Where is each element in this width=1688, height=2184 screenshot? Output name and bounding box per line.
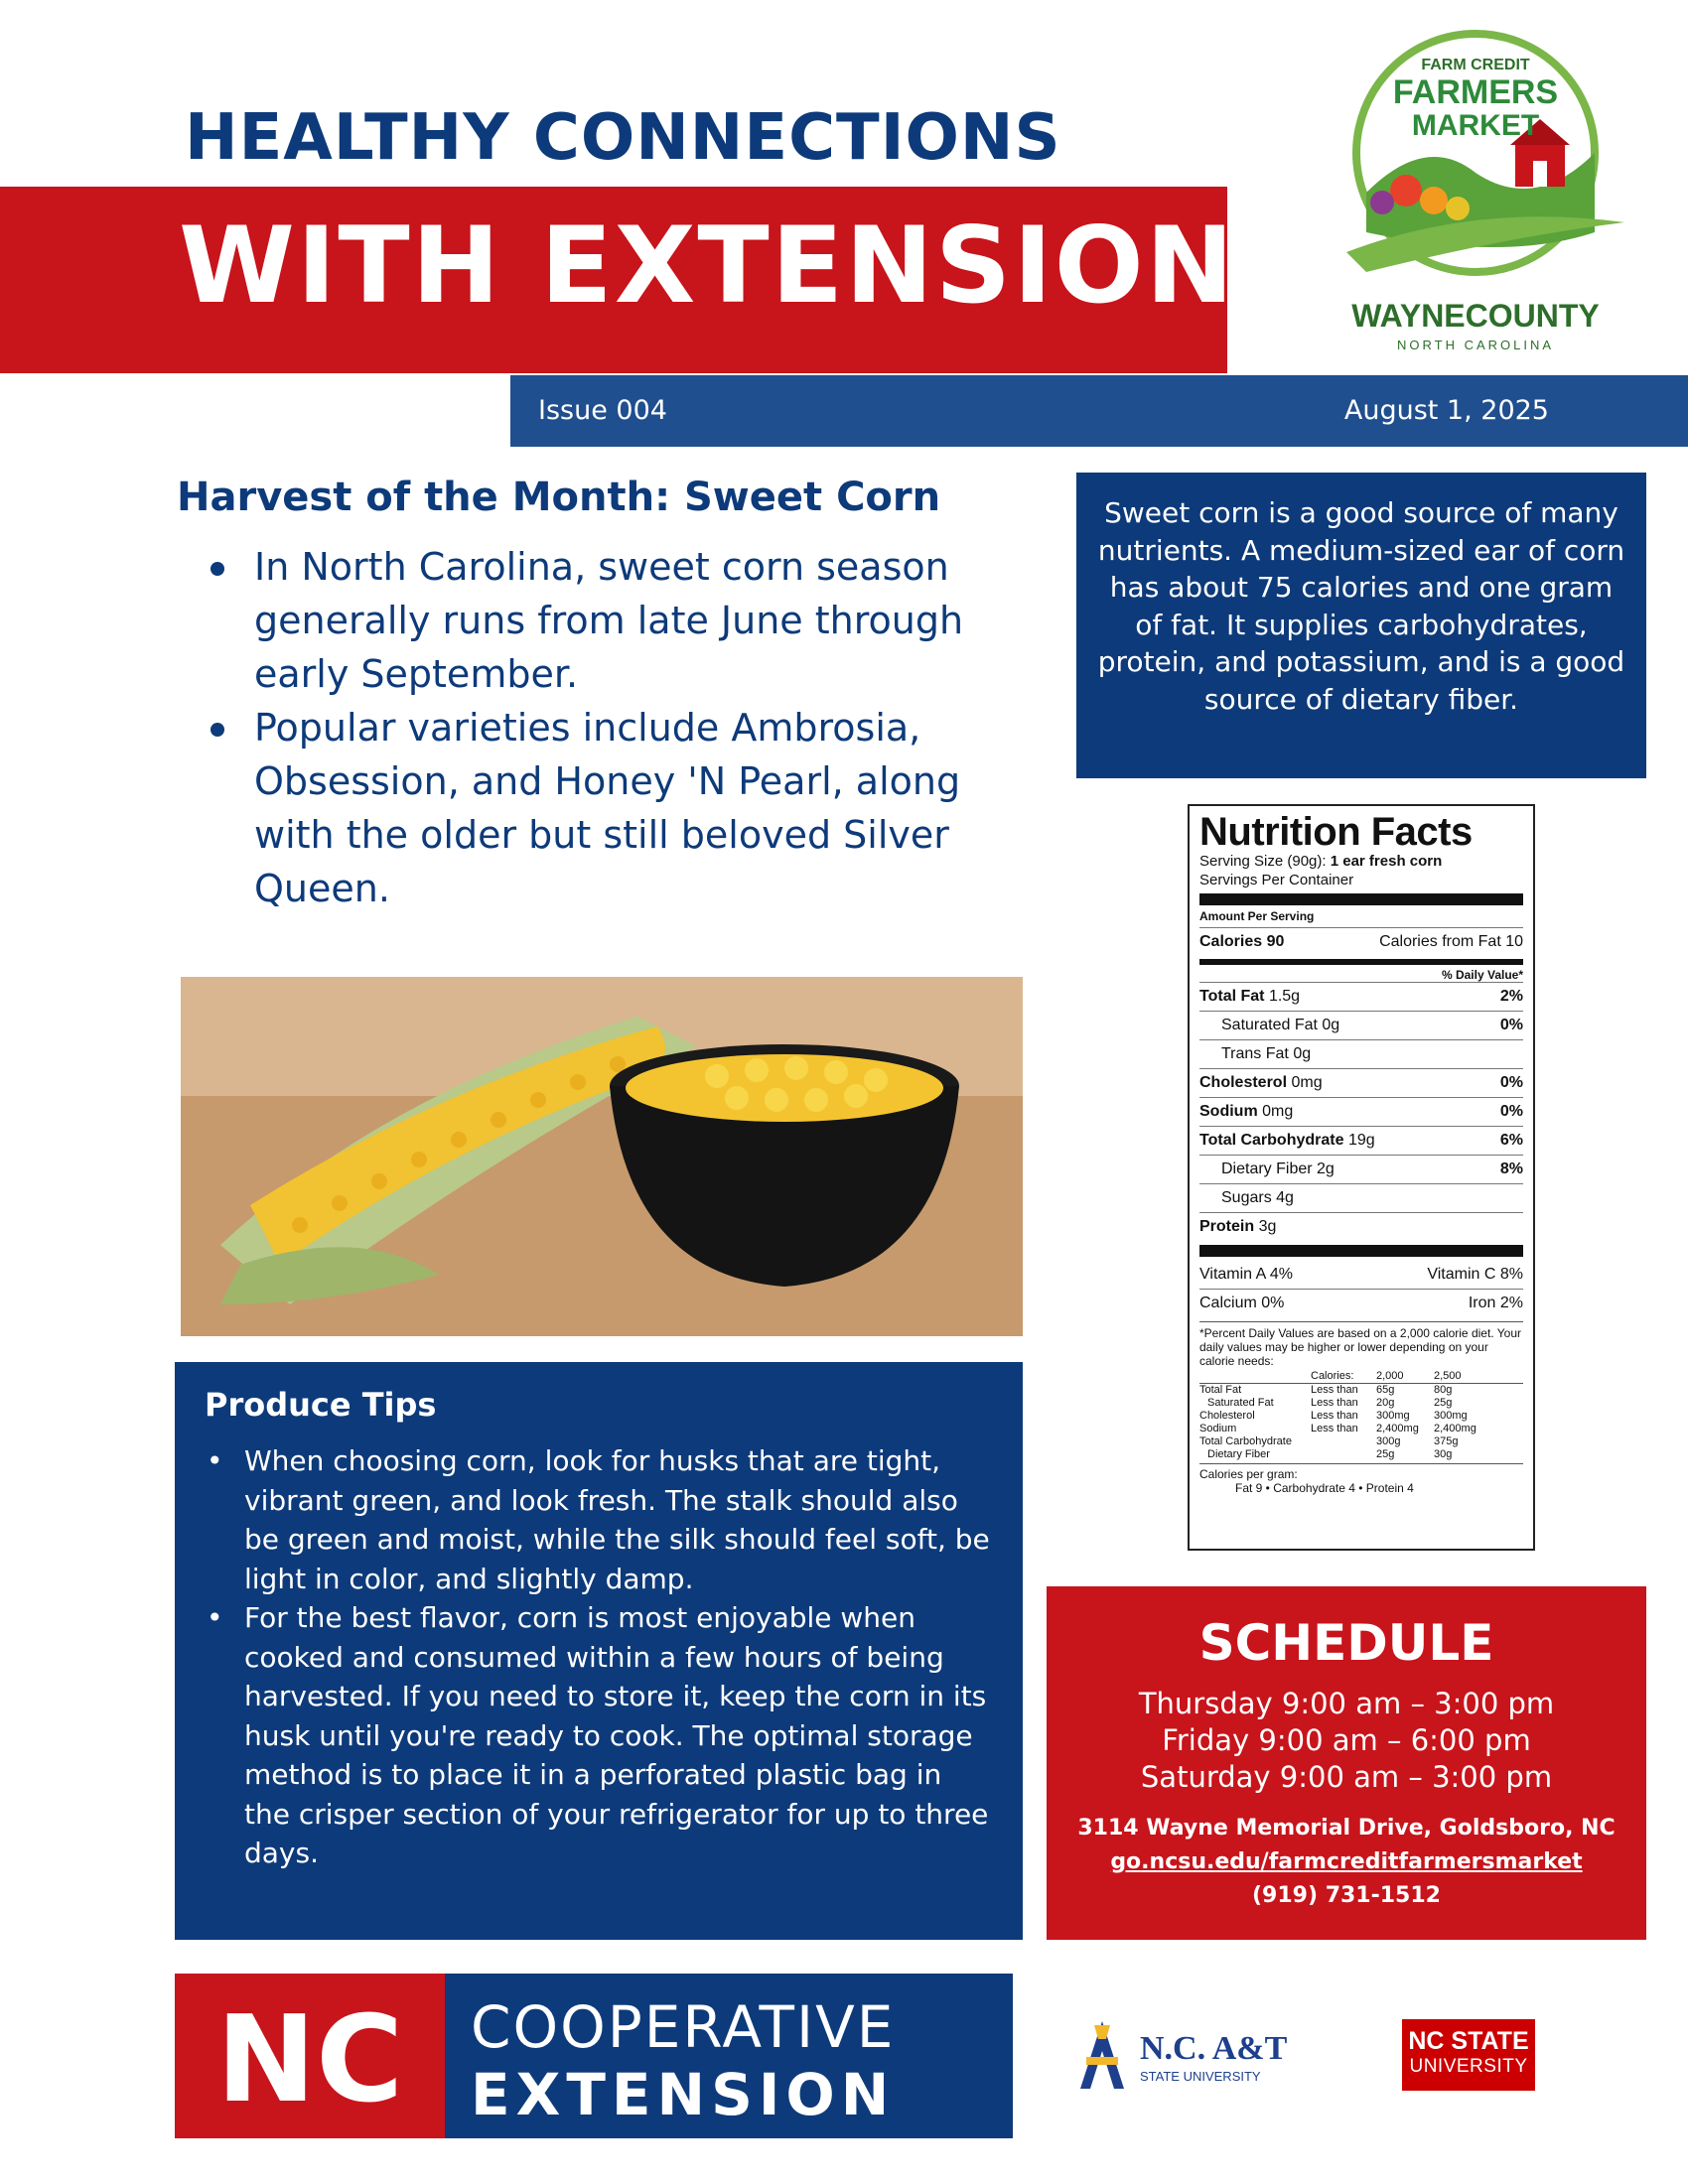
nf-row <box>1199 1155 1523 1183</box>
nf-row-amount: 2g <box>1317 1160 1335 1177</box>
nf-grid-cell: 300mg <box>1376 1410 1410 1422</box>
produce-tip: • For the best flavor, corn is most enjoyable when cooked and consumed within a few hours of being harvested. If you need to store it, keep the corn in its husk until you're ready to cook. The optimal storage method is to place it in a perforated plastic bag in the crisper section of your refrigerator for up to three days. <box>205 1598 993 1873</box>
market-phone: (919) 731-1512 <box>1252 1883 1441 1908</box>
nf-row-label: Saturated Fat <box>1221 1017 1318 1033</box>
nc-state-logo <box>1402 2019 1535 2091</box>
issue-bar <box>510 375 1688 447</box>
nf-calories: Calories 90 <box>1199 933 1285 950</box>
sweet-corn-photo <box>181 977 1023 1336</box>
nf-per-gram-values: Fat 9 • Carbohydrate 4 • Protein 4 <box>1235 1481 1414 1495</box>
harvest-bullet: In North Carolina, sweet corn season generally runs from late June through early September. <box>205 540 1019 701</box>
nf-row-dv: 6% <box>1499 1132 1523 1149</box>
nf-grid-cell: 30g <box>1434 1448 1453 1460</box>
nf-divider <box>1199 1245 1523 1257</box>
harvest-bullet: Popular varieties include Ambrosia, Obsession, and Honey 'N Pearl, along with the older but still beloved Silver Queen. <box>205 701 1019 915</box>
extension-word: EXTENSION <box>471 2061 896 2128</box>
nf-row-label: Protein <box>1199 1218 1255 1235</box>
nf-grid-cell: Calories: <box>1311 1370 1354 1382</box>
nc-letters: NC <box>215 1991 404 2129</box>
schedule-title: SCHEDULE <box>1198 1614 1494 1672</box>
nf-dv-header: % Daily Value* <box>1441 968 1523 982</box>
newsletter-title-line2: WITH EXTENSION <box>179 205 1236 327</box>
nf-minerals-row <box>1199 1289 1523 1317</box>
nf-row-label: Trans Fat <box>1221 1045 1289 1062</box>
nf-grid-cell: Total Carbohydrate <box>1199 1435 1292 1447</box>
nf-row-dv: 2% <box>1499 988 1523 1005</box>
nf-grid-cell: 80g <box>1434 1384 1453 1396</box>
nf-row <box>1199 982 1523 1011</box>
nf-vitamins-row <box>1199 1261 1523 1289</box>
nf-grid-cell <box>1311 1448 1376 1461</box>
nf-grid-cell: 2,500 <box>1434 1370 1462 1382</box>
nf-divider <box>1199 1321 1523 1322</box>
nf-servings: Servings Per Container <box>1199 872 1354 888</box>
nf-vitamin-c: Vitamin C 8% <box>1427 1266 1523 1283</box>
nf-grid-cell: Dietary Fiber <box>1207 1448 1270 1460</box>
nf-dv-table <box>1199 1384 1523 1461</box>
produce-tips-title: Produce Tips <box>205 1386 437 1424</box>
produce-tips-list <box>205 1441 993 1873</box>
farmers-market-logo <box>1307 24 1644 361</box>
nf-grid-cell: 2,000 <box>1376 1370 1404 1382</box>
nf-footnote: *Percent Daily Values are based on a 2,000 calorie diet. Your daily values may be higher or lower depending on your calorie needs: <box>1199 1326 1521 1368</box>
ncstate-line1: NC STATE <box>1408 2027 1529 2055</box>
issue-number: Issue 004 <box>538 395 667 426</box>
nf-serving-size <box>1199 852 1523 871</box>
ncstate-line2: UNIVERSITY <box>1409 2056 1528 2077</box>
nf-title: Nutrition Facts <box>1199 810 1473 854</box>
schedule-hours-row: Thursday 9:00 am – 3:00 pm <box>1138 1687 1555 1720</box>
nf-row-dv: 0% <box>1499 1017 1523 1033</box>
nf-calorie-header <box>1199 1370 1523 1383</box>
nf-row-dv: 0% <box>1499 1074 1523 1091</box>
nf-grid-cell: 65g <box>1376 1384 1395 1396</box>
nf-row-amount: 4g <box>1276 1189 1294 1206</box>
nf-row-label: Sugars <box>1221 1189 1272 1206</box>
schedule-hours-row: Friday 9:00 am – 6:00 pm <box>1162 1723 1531 1757</box>
logo-state: NORTH CAROLINA <box>1396 338 1555 352</box>
nf-row <box>1199 1039 1523 1068</box>
nf-vitamin-a: Vitamin A 4% <box>1199 1266 1293 1283</box>
nf-row <box>1199 1126 1523 1155</box>
nf-calories-fat: Calories from Fat 10 <box>1379 933 1523 950</box>
nf-row-amount: 0mg <box>1262 1103 1294 1120</box>
nf-grid-cell: 25g <box>1376 1448 1395 1460</box>
nf-row-label: Total Fat <box>1199 988 1265 1005</box>
market-address: 3114 Wayne Memorial Drive, Goldsboro, NC <box>1077 1816 1616 1841</box>
nf-iron: Iron 2% <box>1468 1295 1523 1311</box>
coop-word: COOPERATIVE <box>471 1993 896 2061</box>
logo-county: WAYNECOUNTY <box>1351 298 1600 334</box>
nf-row <box>1199 1011 1523 1039</box>
nf-serving-label: Serving Size (90g): <box>1199 853 1327 870</box>
nf-row-label: Dietary Fiber <box>1221 1160 1313 1177</box>
schedule-hours <box>1047 1686 1646 1796</box>
nf-grid-cell: Less than <box>1311 1423 1358 1434</box>
nc-cooperative-extension-logo <box>175 1974 1013 2138</box>
harvest-list <box>205 540 1019 915</box>
nf-grid-cell: Cholesterol <box>1199 1410 1255 1422</box>
nf-row-dv: 0% <box>1499 1103 1523 1120</box>
nf-grid-cell: 20g <box>1376 1397 1395 1409</box>
nf-row-amount: 3g <box>1258 1218 1277 1235</box>
nf-row-amount: 0g <box>1293 1045 1312 1062</box>
schedule-hours-row: Saturday 9:00 am – 3:00 pm <box>1140 1760 1553 1794</box>
nf-row-dv: 8% <box>1499 1160 1523 1177</box>
nutrient-summary-box: Sweet corn is a good source of many nutrients. A medium-sized ear of corn has about 75 calories and one gram of fat. It supplies carbohydrates, protein, and potassium, and is a good source of dietary fiber. <box>1076 473 1646 778</box>
nf-divider <box>1199 1463 1523 1464</box>
nf-grid-cell: Less than <box>1311 1384 1358 1396</box>
logo-name-1: FARMERS <box>1392 73 1559 111</box>
nf-calcium: Calcium 0% <box>1199 1295 1285 1311</box>
nf-row <box>1199 1097 1523 1126</box>
harvest-title: Harvest of the Month: Sweet Corn <box>177 475 941 520</box>
nf-grid-cell: 300g <box>1376 1435 1401 1447</box>
nf-grid-cell: Saturated Fat <box>1207 1397 1274 1409</box>
corn-illustration <box>181 977 1023 1336</box>
schedule-contact <box>1047 1812 1646 1913</box>
nf-grid-cell <box>1311 1435 1376 1448</box>
nf-grid-cell: Less than <box>1311 1410 1358 1422</box>
logo-farm-credit: FARM CREDIT <box>1421 57 1530 73</box>
nf-row-amount: 0g <box>1322 1017 1340 1033</box>
schedule-box <box>1047 1586 1646 1940</box>
nf-grid-cell: 25g <box>1434 1397 1453 1409</box>
nf-grid-cell: Total Fat <box>1199 1384 1242 1396</box>
nf-grid-cell: 2,400mg <box>1376 1423 1419 1434</box>
nc-at-logo <box>1072 2015 1301 2097</box>
nf-per-gram: Calories per gram: <box>1199 1467 1298 1481</box>
aggie-sub: STATE UNIVERSITY <box>1140 2069 1261 2084</box>
nf-row <box>1199 1212 1523 1241</box>
nutrition-facts-label <box>1188 804 1535 1551</box>
nf-row-amount: 0mg <box>1291 1074 1323 1091</box>
issue-date: August 1, 2025 <box>1343 395 1549 426</box>
nf-row <box>1199 1183 1523 1212</box>
nf-amount-per-serving: Amount Per Serving <box>1199 909 1315 923</box>
produce-tip: • When choosing corn, look for husks that are tight, vibrant green, and look fresh. The stalk should also be green and moist, while the silk should feel soft, be light in color, and slightly damp. <box>205 1441 993 1598</box>
nf-grid-cell: Sodium <box>1199 1423 1237 1434</box>
aggie-name: N.C. A&T <box>1140 2030 1288 2067</box>
nf-grid-cell: 300mg <box>1434 1410 1468 1422</box>
nf-row-amount: 19g <box>1347 1132 1375 1149</box>
market-website-link[interactable]: go.ncsu.edu/farmcreditfarmersmarket <box>1110 1849 1583 1874</box>
nf-grid-cell: Less than <box>1311 1397 1358 1409</box>
nf-row-label: Cholesterol <box>1199 1074 1288 1091</box>
produce-tips-box <box>175 1362 1023 1940</box>
nf-row-amount: 1.5g <box>1268 988 1301 1005</box>
nf-calories-row <box>1199 927 1523 956</box>
newsletter-title-line1: HEALTHY CONNECTIONS <box>185 101 1061 175</box>
nf-divider <box>1199 893 1523 905</box>
nf-row-label: Sodium <box>1199 1103 1258 1120</box>
nf-grid-cell: 2,400mg <box>1434 1423 1477 1434</box>
nf-grid-cell: 375g <box>1434 1435 1459 1447</box>
nf-row <box>1199 1068 1523 1097</box>
nf-serving-value: 1 ear fresh corn <box>1330 853 1443 870</box>
nf-row-label: Total Carbohydrate <box>1199 1132 1344 1149</box>
logo-name-2: MARKET <box>1411 109 1540 142</box>
nf-divider <box>1199 959 1523 965</box>
